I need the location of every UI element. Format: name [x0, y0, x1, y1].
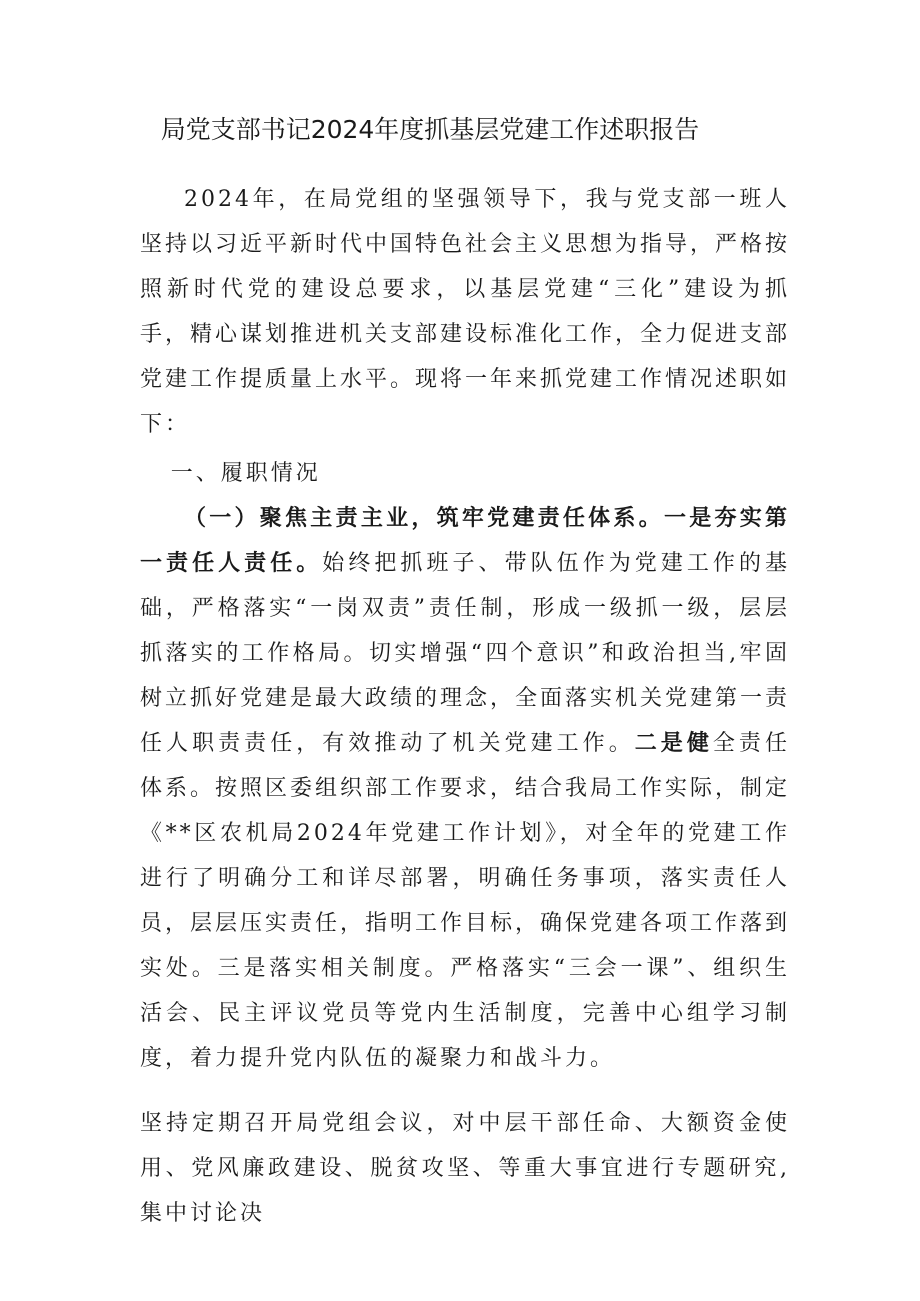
- spacer: [140, 1081, 790, 1101]
- intro-paragraph: 2024年，在局党组的坚强领导下，我与党支部一班人坚持以习近平新时代中国特色社会主义思想为指导，严格按照新时代党的建设总要求，以基层党建“三化”建设为抓手，精心谋划推进机关支部建设标准化工作，全力促进支部党建工作提质量上水平。现将一年来抓党建工作情况述职如下：: [140, 187, 791, 437]
- point-one-text: 始终把抓班子、带队伍作为党建工作的基础，严格落实“一岗双责”责任制，形成一级抓一级，层层抓落实的工作格局。切实增强“四个意识”和政治担当,牢固树立抓好党建是最大政绩的理念，全面落实机关党建第一责任人职责责任，有效推动了机关党建工作。: [140, 551, 791, 756]
- section-heading: 一、履职情况: [170, 461, 321, 486]
- document-body: [140, 177, 790, 1236]
- document-title: 局党支部书记2024年度抓基层党建工作述职报告: [160, 115, 700, 144]
- point-two-text: 全责任体系。按照区委组织部工作要求，结合我局工作实际，制定《**区农机局2024年党建工作计划》，对全年的党建工作进行了明确分工和详尽部署，明确任务事项，落实责任人员，层层压实责任，指明工作目标，确保党建各项工作落到实处。三是落实相关制度。严格落实“三会一课”、组织生活会、民主评议党员等党内生活制度，完善中心组学习制度，着力提升党内队伍的凝聚力和战斗力。: [140, 731, 791, 1071]
- subsection-heading: （一）聚焦主责主业，筑牢党建责任体系。: [184, 505, 664, 531]
- point-one-lead: 一是夯实第一责任人责任。: [140, 505, 790, 576]
- subsection-paragraph: [140, 496, 790, 1081]
- point-two-lead: 二是健: [634, 730, 713, 756]
- continuation-paragraph: 坚持定期召开局党组会议，对中层干部任命、大额资金使用、党风廉政建设、脱贫攻坚、等重大事宜进行专题研究,集中讨论决: [140, 1111, 790, 1226]
